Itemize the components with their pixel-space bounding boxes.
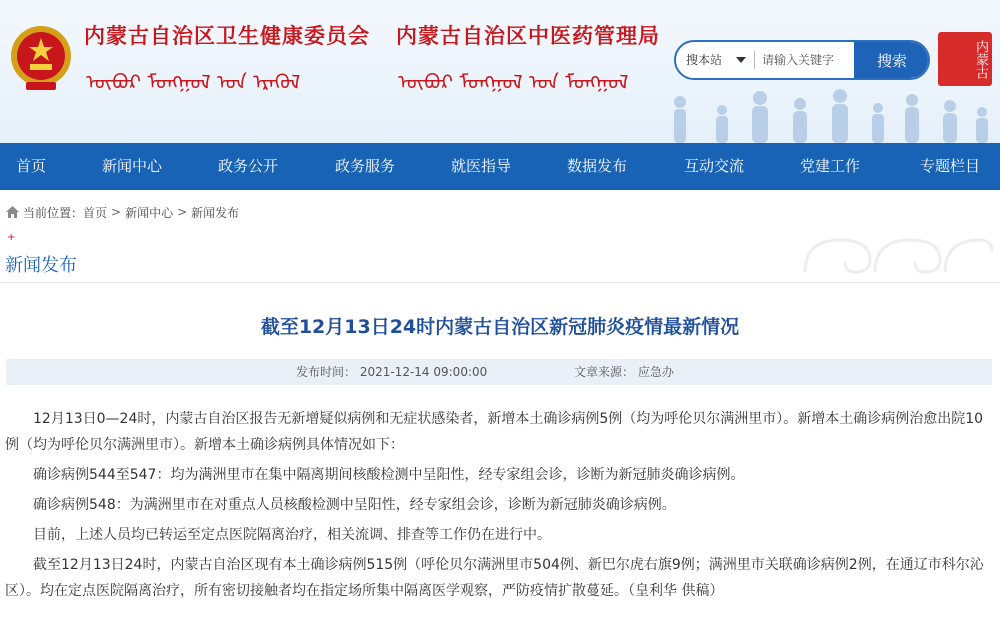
mongolian-name-2: ᠥᠪᠦᠷ ᠮᠣᠩᠭᠣᠯ ᠤᠨ ᠮᠣᠩᠭᠣᠯ xyxy=(398,70,629,94)
decorative-pattern xyxy=(800,232,995,278)
main-nav xyxy=(0,143,1000,190)
home-icon xyxy=(6,206,19,218)
people-silhouette-decoration xyxy=(650,88,1000,143)
breadcrumb-prefix: 当前位置： xyxy=(23,205,84,220)
article-source: 文章来源： 应急办 xyxy=(574,365,674,379)
nav-item-government-services[interactable]: 政务服务 xyxy=(334,157,395,175)
chevron-down-icon[interactable] xyxy=(736,57,746,63)
org-name-health-commission: 内蒙古自治区卫生健康委员会 xyxy=(84,24,370,48)
search-box xyxy=(674,40,930,80)
search-scope-select[interactable]: 搜本站 xyxy=(686,53,723,67)
mongolian-name-1: ᠥᠪᠦᠷ ᠮᠣᠩᠭᠣᠯ ᠤᠨ ᠡᠷᠡᠭᠦᠯ xyxy=(86,70,301,94)
article-title: 截至12月13日24时内蒙古自治区新冠肺炎疫情最新情况 xyxy=(260,316,740,338)
calligraphy-seal-logo: 内蒙古 xyxy=(938,32,992,86)
breadcrumb-home[interactable]: 首页 xyxy=(83,205,108,220)
article-paragraph: 确诊病例544至547：均为满洲里市在集中隔离期间核酸检测中呈阳性，经专家组会诊，诊断为新冠肺炎确诊病例。 xyxy=(33,467,745,483)
nav-item-government-affairs[interactable]: 政务公开 xyxy=(217,157,278,175)
nav-item-medical-guide[interactable]: 就医指导 xyxy=(450,157,511,175)
section-divider xyxy=(0,282,1000,283)
nav-item-data-release[interactable]: 数据发布 xyxy=(566,157,627,175)
breadcrumb xyxy=(6,203,239,221)
org-name-tcm-bureau: 内蒙古自治区中医药管理局 xyxy=(396,24,660,48)
nav-item-special-topics[interactable]: 专题栏目 xyxy=(919,157,980,175)
nav-item-home[interactable]: 首页 xyxy=(15,157,46,175)
article-paragraph: 12月13日0—24时，内蒙古自治区报告无新增疑似病例和无症状感染者，新增本土确诊病例5例（均为呼伦贝尔满洲里市）。新增本土确诊病例治愈出院10例（均为呼伦贝尔满洲里市）。新增本土确诊病例具体情况如下： xyxy=(5,411,984,453)
article-paragraph: 目前，上述人员均已转运至定点医院隔离治疗，相关流调、排查等工作仍在进行中。 xyxy=(33,527,551,543)
article-meta xyxy=(6,359,992,385)
nav-item-party-building[interactable]: 党建工作 xyxy=(799,157,860,175)
section-title: 新闻发布 xyxy=(5,255,77,276)
search-divider xyxy=(754,51,755,69)
breadcrumb-news-release[interactable]: 新闻发布 xyxy=(191,205,240,220)
article-paragraph: 截至12月13日24时，内蒙古自治区现有本土确诊病例515例（呼伦贝尔满洲里市504例、新巴尔虎右旗9例；满洲里市关联确诊病例2例，在通辽市科尔沁区）。均在定点医院隔离治疗，所有密切接触者均在指定场所集中隔离医学观察，严防疫情扩散蔓延。（皇利华 供稿） xyxy=(5,557,984,599)
article-paragraph: 确诊病例548：为满洲里市在对重点人员核酸检测中呈阳性，经专家组会诊，诊断为新冠肺炎确诊病例。 xyxy=(33,497,676,513)
section-mark: + xyxy=(7,232,16,243)
search-button[interactable]: 搜索 xyxy=(854,40,930,80)
publish-time: 发布时间： 2021-12-14 09:00:00 xyxy=(296,365,488,379)
nav-item-news-center[interactable]: 新闻中心 xyxy=(101,157,162,175)
site-header xyxy=(0,0,1000,143)
article-body xyxy=(5,406,995,608)
breadcrumb-separator: > xyxy=(177,205,188,219)
breadcrumb-separator: > xyxy=(111,205,122,219)
search-input[interactable] xyxy=(762,48,854,72)
breadcrumb-news-center[interactable]: 新闻中心 xyxy=(125,205,174,220)
national-emblem-icon xyxy=(8,22,74,96)
nav-item-interaction[interactable]: 互动交流 xyxy=(683,157,744,175)
